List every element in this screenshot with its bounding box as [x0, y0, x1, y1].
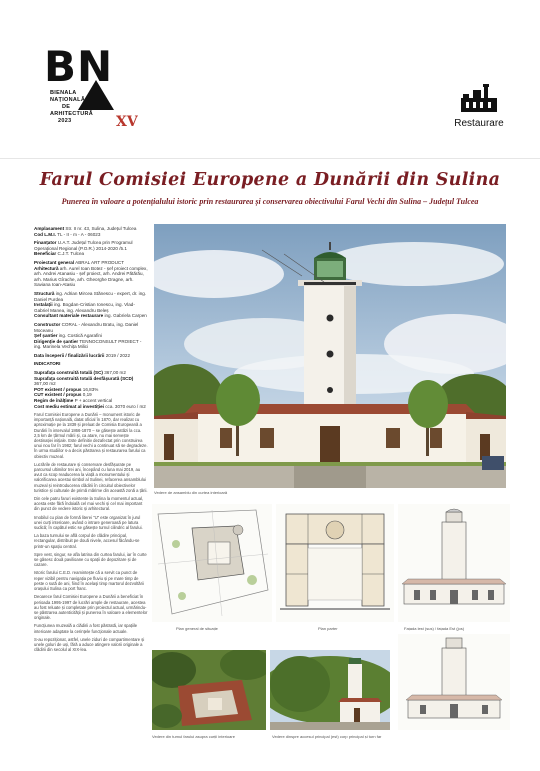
logo-line-3: DE	[62, 104, 71, 110]
header-divider	[0, 158, 540, 159]
logo-line-2: NAȚIONALĂ	[50, 97, 86, 103]
info-engineering: Structură ing. Adrian Mircea Stănescu - expert, dr. ing. Daniel Purdea Instalații ing. Bogdan-Cristian Ionescu, ing. Vlad-Gabriel Manea, ing. Alexandru Beleș Consultant materiale restaurare ing. Gabriela Carpen	[34, 290, 147, 319]
info-construction: Constructor CORAL - Alexandru Bratu, ing. Daniel Moceanu Șef șantier ing. Costică Agarafini Dirigenție de șantier TENNOCONSULT PROIECT - ing. Marinela Vechița Milici	[34, 321, 142, 350]
paragraph: Lucrările de restaurare și conservare desfășurate pe parcursul ultimilor trei ani, începând cu luna mai 2019, au avut ca scop readucerea la viață a monumentului și valorificarea acestui simbol al Sulinei, refacerea ansamblului muzeal și reintroducerea clădirii în circuitul obiectivelor turistice și culturale de primă mărime din această zonă a țării.	[34, 461, 148, 493]
paragraph: La baza turnului se află corpul de clădire principal, rectangular, distribuit pe două nivele, accesul făcându-se printr-un spațiu central.	[34, 533, 140, 549]
paragraph: Funcțiunea muzeală a clădirii a fost păstrată, iar spațiile interioare adaptate la cerințele funcționale actuale.	[34, 623, 138, 634]
info-dates: Data începerii / finalizării lucrării 2019 / 2022	[34, 352, 131, 358]
info-location: Amplasament Str. II nr. 43, Sulina, Județul Tulcea Cod L.M.I. TL - II - m - A - 06023	[34, 226, 137, 237]
photo-tower-entrance	[270, 650, 390, 730]
description-text	[34, 412, 148, 655]
paragraph: Imobilul cu plan de formă literei "U" este organizat în jurul unei curți interioare, având o intrare generoasă pe latura sudică; în capătul estic se găsește turnul cilindric al farului.	[34, 514, 143, 531]
logo-line-4: ARHITECTURĂ	[50, 111, 94, 117]
paragraph: Istoric farului C.E.D. reamintește că a servit ca punct de reper vizibil pentru navigația pe fluviu și pe mare timp de peste o sută de ani, fiind în acelaşi timp martorul dezvoltării orașului Sulina ca port franc.	[34, 570, 144, 592]
logo-line-5: 2023	[58, 118, 72, 124]
indicators-heading: INDICATORI	[34, 361, 61, 367]
logo-a-shape	[78, 80, 114, 110]
caption-floor-plan: Plan parter	[318, 626, 338, 631]
caption-site-plan: Plan general de situație	[176, 626, 218, 631]
caption-photo-left: Vedere din turnul farului asupra curții interioare	[152, 734, 235, 739]
ground-floor-plan-drawing	[276, 504, 394, 622]
edition-mark: XV	[116, 114, 138, 130]
poster-header	[0, 0, 540, 158]
info-design: Proiectant general ABRAL ART PRODUCT Arhitectură arh. Aurel Ioan Botez - șef proiect complex, arh. Andrei Atanasiu - șef proiect, arh. Andrei Pătărău, arh. Marius Gîrache, arh. Gheorghe Dragne, arh. Saviana Ioan-Atasiu	[34, 259, 148, 288]
poster-subtitle: Punerea în valoare a potențialului istoric prin restaurarea și conservarea obiectivului Farul Vechi din Sulina – Județul Tulcea	[61, 197, 479, 206]
caption-main-photo: Vedere de ansamblu din curtea interioară	[154, 490, 228, 495]
logo-letters: BN	[44, 42, 114, 91]
lighthouse-building-icon	[459, 84, 499, 114]
facade-drawing-top	[398, 504, 510, 622]
photo-aerial-courtyard	[152, 650, 266, 730]
main-photo-lighthouse	[154, 224, 506, 488]
category-badge	[444, 84, 514, 129]
site-plan-drawing	[152, 504, 272, 622]
caption-photo-right: Vedere dinspre accesul principal (est) corp principal și turn far	[272, 734, 382, 739]
bna-logo	[44, 42, 138, 156]
caption-facades: Fațada lest (sus) / fațada Est (jos)	[404, 626, 465, 631]
paragraph: Deoarece farul Comisiei Europene a Dunării a beneficiat în perioada 1995-1997 de lucrări ample de restaurare, acestea au fost reluate și completate prin proiectul actual, urmărindu-se păstrarea autenticității și punerea în valoare a elementelor originale.	[34, 594, 148, 621]
poster-title: Farul Comisiei Europene a Dunării din Sulina	[39, 170, 501, 190]
paragraph: Farul Comisiei Europene a Dunării – monument istoric de importanță națională, datat oficial în 1870, dar realizat cu aproximație pe la 1839 și preluat de Comisia Europeană a Dunării în intervalul 1866-1870 – se găsește astăzi la cca. 2,5 km de țărmul mării și, ca atare, nu mai servește destinației inițiale. Este definitiv dezafectat prin construirea unui nou far în 1982; farul vechi a continuat să se degradeze. În urma studiilor s-a decis păstrarea și restaurarea farului ca obiectiv muzeal.	[34, 412, 148, 459]
logo-line-1: BIENALA	[50, 90, 77, 96]
facade-drawing-bottom	[398, 634, 510, 730]
paragraph: Spre vest, singur, se afla latrina din curtea farului, iar în curte se găsesc două pavilioane cu spații de depozitare și de cazare.	[34, 551, 147, 568]
paragraph: S-au repoziționat, astfel, unele ziduri de compartimentare și unele goluri de uși, fără a aduce atingere valorii originale a clădirii din secolul al XIX-lea.	[34, 636, 145, 653]
paragraph: Din cele patru faruri existente la Sulina la momentul actual, acesta este fără îndoială cel mai vechi și cel mai important din punct de vedere istoric și arhitectural.	[34, 496, 144, 512]
project-info	[34, 226, 148, 412]
info-funding: Finanțator U.A.T. Județul Tulcea prin Programul Operațional Regional (P.O.R.) 2014-2020 /5.1 Beneficiar C.J.T. Tulcea	[34, 240, 133, 257]
indicators-list: Suprafața construită totală (SC) 367,00 m2 Suprafața construită totală desfășurată (SCD) 367,00 m2 POT existent / propus 16,83% CUT existent / propus 0,19 Regim de înălțime P + accent vertical Cost mediu estimat al investiției cca. 3070 euro / m2	[34, 370, 146, 409]
category-label: Restaurare	[454, 118, 504, 129]
